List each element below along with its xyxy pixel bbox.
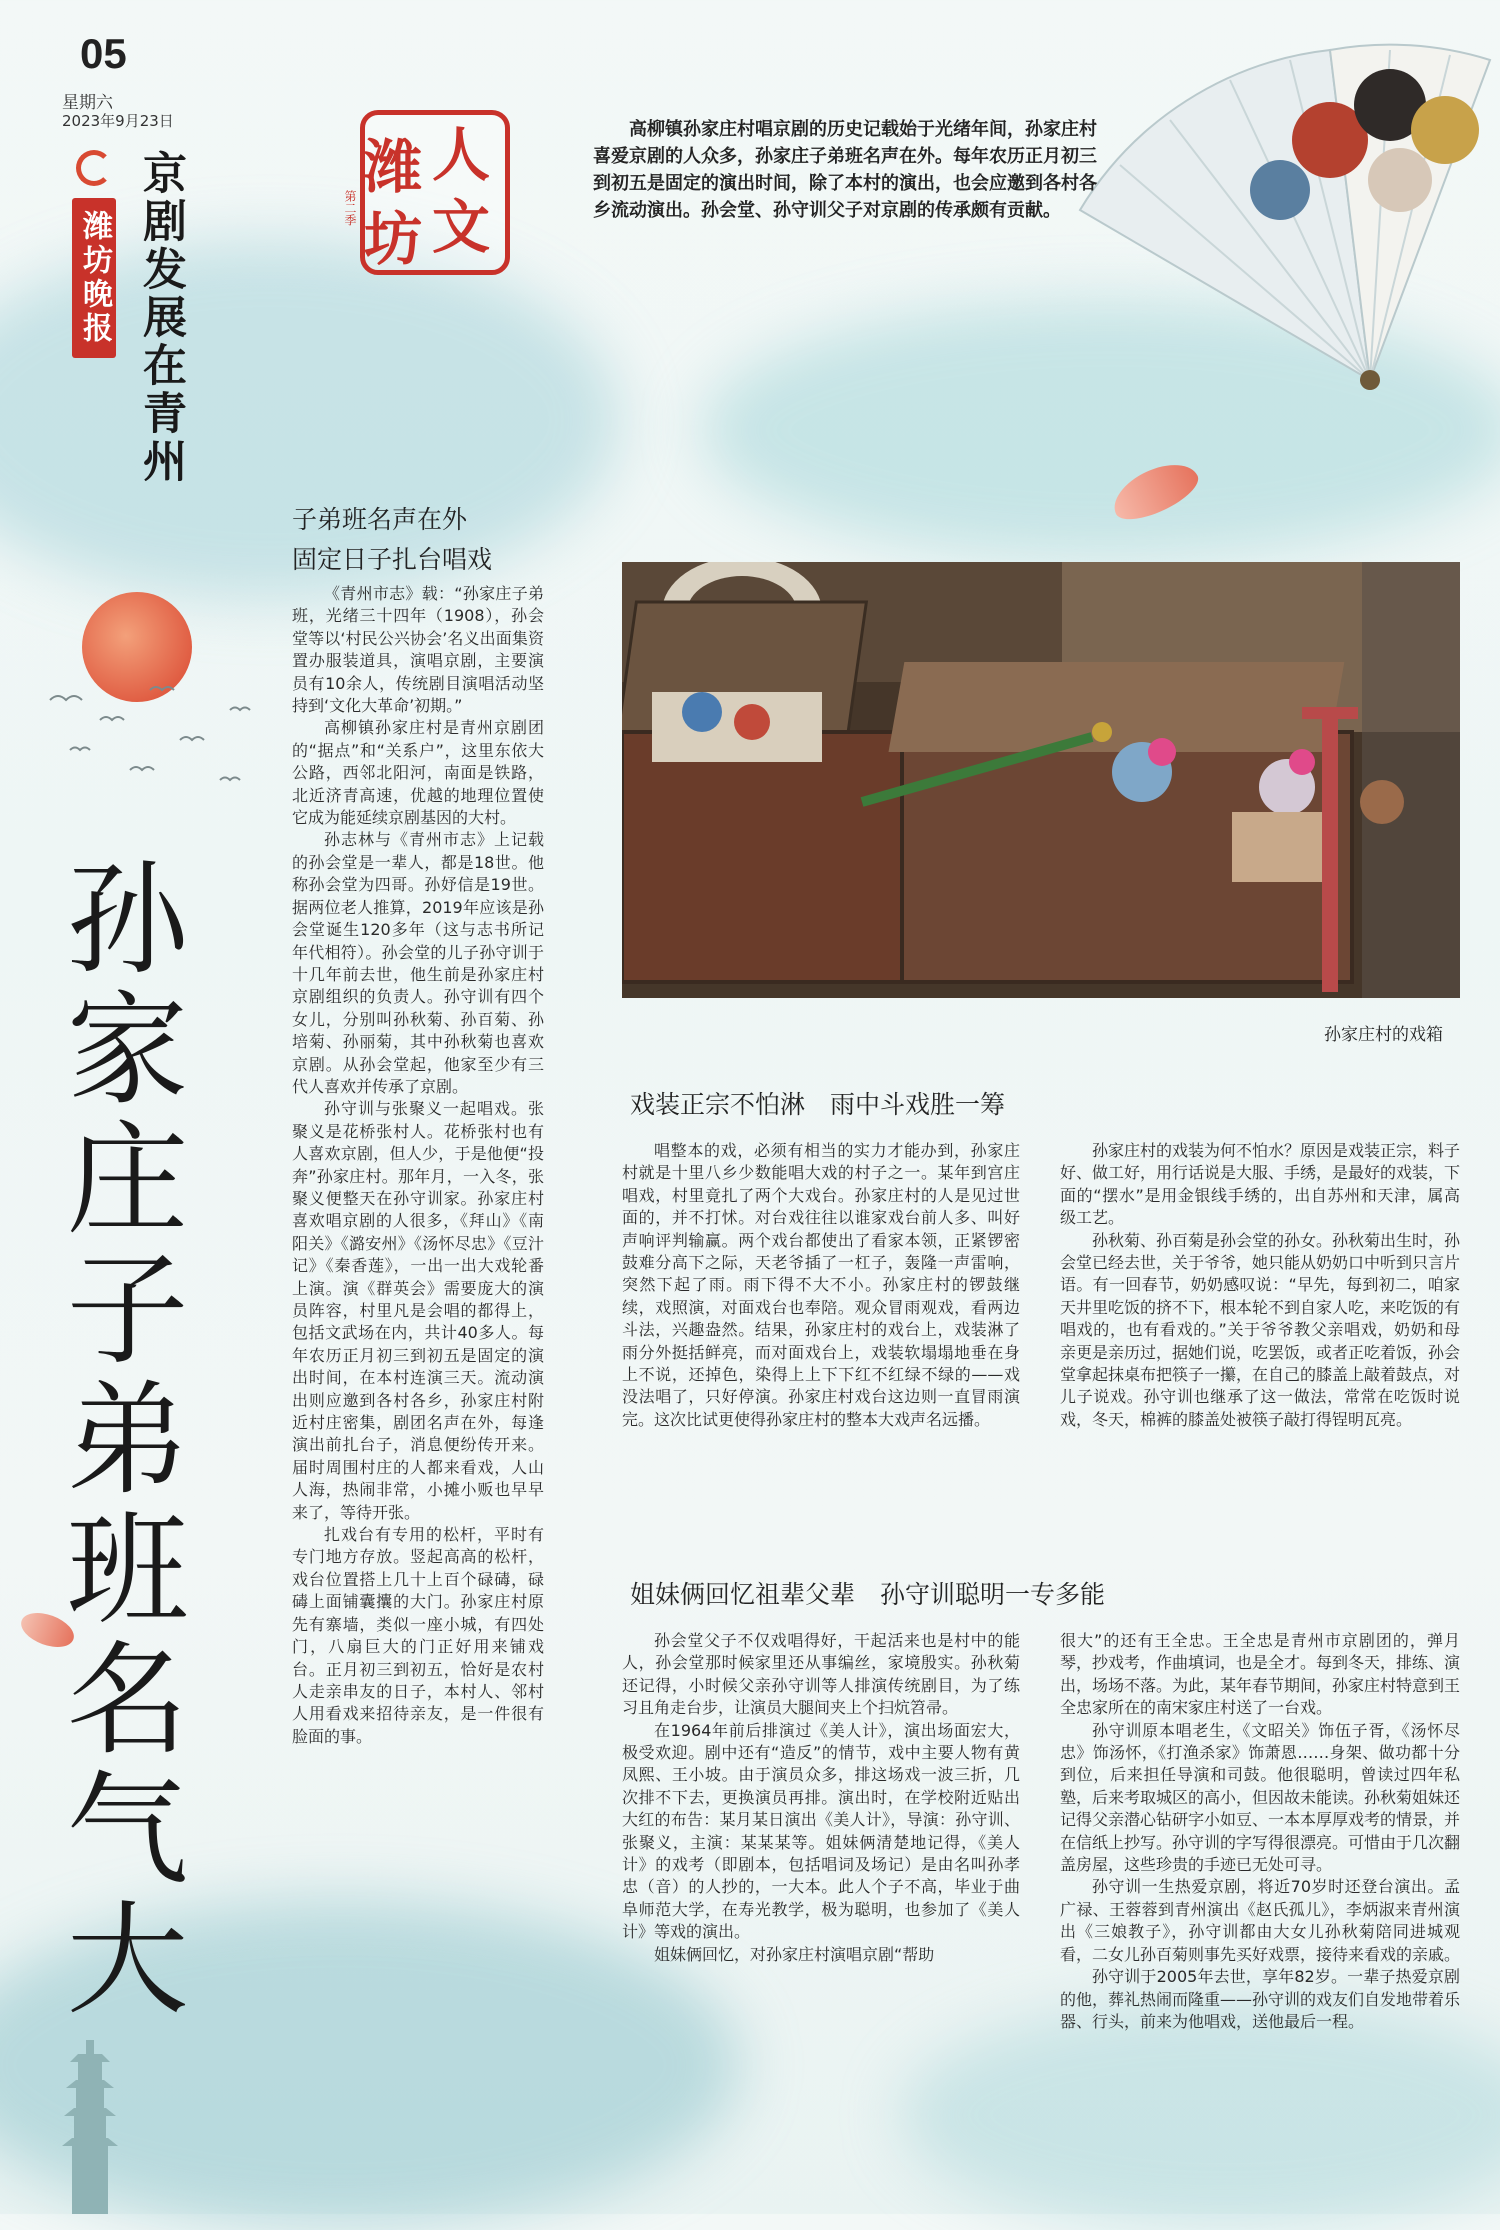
section1-body [292,583,544,2078]
paragraph: 孙守训于2005年去世，享年82岁。一辈子热爱京剧的他，葬礼热闹而隆重——孙守训的戏友们自发地带着乐器、行头，前来为他唱戏，送他最后一程。 [1060,1967,1460,2031]
seal-season: 第二季 [343,190,357,226]
seal-char-1: 潍 [364,133,423,201]
paper-logo-icon [76,150,112,186]
section3-column-2 [1060,1630,1460,2190]
section3-column-1 [622,1630,1020,2100]
column-seal [340,100,530,275]
seal-char-2: 人 [432,121,491,189]
paragraph: 唱整本的戏，必须有相当的实力才能办到，孙家庄村就是十里八乡少数能唱大戏的村子之一。某年到宫庄唱戏，村里竟扎了两个大戏台。孙家庄村的人是见过世面的，并不打怵。对台戏往往以谁家戏台前人多、叫好声响评判输赢。两个戏台都使出了看家本领，正紧锣密鼓难分高下之际，天老爷插了一杠子，轰隆一声雷响，突然下起了雨。雨下得不大不小。孙家庄村的锣鼓继续，戏照演，对面戏台也奉陪。观众冒雨观戏，看两边斗法，兴趣盎然。结果，孙家庄村的戏台上，戏装淋了雨分外挺括鲜亮，而对面戏台上，戏装软塌塌地垂在身上不说，还掉色，染得上上下下红不红绿不绿的——戏没法唱了，只好停演。孙家庄村戏台这边则一直冒雨演完。这次比试更使得孙家庄村的整本大戏声名远播。 [622,1141,1020,1429]
main-headline: 孙家庄子弟班名气大 [46,855,188,2025]
paragraph: 孙志林与《青州市志》上记载的孙会堂是一辈人，都是18世。他称孙会堂为四哥。孙妤信是19世。据两位老人推算，2019年应该是孙会堂诞生120多年（这与志书所记年代相符）。孙会堂的儿子孙守训于十几年前去世，他生前是孙家庄村京剧组织的负责人。孙守训有四个女儿，分别叫孙秋菊、孙百菊、孙培菊、孙丽菊，其中孙秋菊也喜欢京剧。从孙会堂起，他家至少有三代人喜欢并传承了京剧。 [292,830,544,1096]
paragraph: 高柳镇孙家庄村是青州京剧团的“据点”和“关系户”，这里东依大公路，西邻北阳河，南面是铁路，北近济青高速，优越的地理位置使它成为能延续京剧基因的大村。 [292,718,544,828]
seal-char-4: 文 [432,193,491,261]
paragraph: 很大”的还有王全忠。王全忠是青州市京剧团的，弹月琴，抄戏考，作曲填词，也是全才。每到冬天，排练、演出，场场不落。为此，某年春节期间，孙家庄村特意到王全忠家所在的南宋家庄村送了一台戏。 [1060,1631,1460,1718]
costume-trunk-photo [622,562,1460,998]
section1-title-line2: 固定日子扎台唱戏 [292,545,493,574]
paragraph: 姐妹俩回忆，对孙家庄村演唱京剧“帮助 [654,1944,935,1964]
paragraph: 《青州市志》载：“孙家庄子弟班，光绪三十四年（1908），孙会堂等以‘村民公兴协会’名义出面集资置办服装道具，演唱京剧，主要演员有10余人，传统剧目演唱活动坚持到‘文化大革命’初期。” [292,584,544,716]
paragraph: 孙家庄村的戏装为何不怕水？原因是戏装正宗，料子好、做工好，用行话说是大服、手绣，是最好的戏装，下面的“摆水”是用金银线手绣的，出自苏州和天津，属高级工艺。 [1060,1141,1460,1228]
paragraph: 扎戏台有专用的松杆，平时有专门地方存放。竖起高高的松杆，戏台位置搭上几十上百个碌碡，碌碡上面铺囊攮的大门。孙家庄村原先有寨墙，类似一座小城，有四处门，八扇巨大的门正好用来铺戏台。正月初三到初五，恰好是农村人走亲串友的日子，本村人、邻村人用看戏来招待亲友，是一件很有脸面的事。 [292,1525,544,1746]
paper-logo [72,150,116,360]
flying-birds-icon [30,660,290,830]
paper-name: 潍坊晚报 [72,198,116,358]
weekday: 星期六 [62,93,113,113]
pagoda-icon [60,2040,120,2214]
paragraph: 孙会堂父子不仅戏唱得好，干起活来也是村中的能人，孙会堂那时候家里还从事编丝，家境殷实。孙秋菊还记得，小时候父亲孙守训等人排演传统剧目，为了练习且角走台步，让演员大腿间夹上个扫炕笤帚。 [622,1631,1020,1718]
section-kicker: 京剧发展在青州 [135,150,186,486]
section2-column-2 [1060,1140,1460,1535]
section2-column-1 [622,1140,1020,1535]
paragraph: 在1964年前后排演过《美人计》，演出场面宏大，极受欢迎。剧中还有“造反”的情节，戏中主要人物有黄凤熙、王小坡。由于演员众多，排这场戏一波三折，几次排不下去，更换演员再排。演出时，在学校附近贴出大红的布告：某月某日演出《美人计》，导演：孙守训、张聚义，主演：某某某等。姐妹俩清楚地记得，《美人计》的戏考（即剧本，包括唱词及场记）是由名叫孙孝忠（音）的人抄的，一大本。此人个子不高，毕业于曲阜师范大学，在寿光教学，极为聪明，也参加了《美人计》等戏的演出。 [622,1720,1020,1942]
paragraph: 孙守训一生热爱京剧，将近70岁时还登台演出。孟广禄、王蓉蓉到青州演出《赵氏孤儿》，李炳淑来青州演出《三娘教子》，孙守训都由大女儿孙秋菊陪同进城观看，二女儿孙百菊则事先买好戏票，接待来看戏的亲戚。 [1060,1877,1460,1964]
paragraph: 孙守训原本唱老生，《文昭关》饰伍子胥，《汤怀尽忠》饰汤怀，《打渔杀家》饰萧恩……身架、做功都十分到位，后来担任导演和司鼓。他很聪明，曾读过四年私塾，后来考取城区的高小，但因故未能读。孙秋菊姐妹还记得父亲潜心钻研字小如豆、一本本厚厚戏考的情景，并在信纸上抄写。孙守训的字写得很漂亮。可惜由于几次翻盖房屋，这些珍贵的手迹已无处可寻。 [1060,1720,1460,1875]
paragraph: 孙守训与张聚义一起唱戏。张聚义是花桥张村人。花桥张村也有人喜欢京剧，但人少，于是他便“投奔”孙家庄村。那年月，一入冬，张聚义便整天在孙守训家。孙家庄村喜欢唱京剧的人很多，《拜山》《南阳关》《潞安州》《汤怀尽忠》《豆汁记》《秦香莲》，一出一出大戏轮番上演。演《群英会》需要庞大的演员阵容，村里凡是会唱的都得上，包括文武场在内，共计40多人。每年农历正月初三到初五是固定的演出时间，在本村连演三天。流动演出则应邀到各村各乡，孙家庄村附近村庄密集，剧团名声在外，每逢演出前扎台子，消息便纷传开来。届时周围村庄的人都来看戏，人山人海，热闹非常，小摊小贩也早早来了，等待开张。 [292,1099,544,1522]
section1-title-line1: 子弟班名声在外 [292,505,468,534]
page-number: 05 [80,30,127,77]
photo-caption: 孙家庄村的戏箱 [1324,1025,1443,1045]
section1-title [292,500,492,580]
opera-fan-illustration [1070,20,1500,410]
seal-char-3: 坊 [364,205,423,273]
section3-title: 姐妹俩回忆祖辈父辈 孙守训聪明一专多能 [630,1580,1106,1609]
issue-date: 2023年9月23日 [62,112,174,130]
section2-title: 戏装正宗不怕淋 雨中斗戏胜一筹 [630,1090,1006,1119]
intro-paragraph: 高柳镇孙家庄村唱京剧的历史记载始于光绪年间，孙家庄村喜爱京剧的人众多，孙家庄子弟班名声在外。每年农历正月初三到初五是固定的演出时间，除了本村的演出，也会应邀到各村各乡流动演出。孙会堂、孙守训父子对京剧的传承颇有贡献。 [593,119,1097,221]
paragraph: 孙秋菊、孙百菊是孙会堂的孙女。孙秋菊出生时，孙会堂已经去世，关于爷爷，她只能从奶奶口中听到只言片语。有一回春节，奶奶感叹说：“早先，每到初二，咱家天井里吃饭的挤不下，根本轮不到自家人吃，来吃饭的有唱戏的，也有看戏的。”关于爷爷教父亲唱戏，奶奶和母亲更是亲历过，据她们说，吃罢饭，或者正吃着饭，孙会堂拿起抹桌布把筷子一攥，在自己的膝盖上敲着鼓点，对儿子说戏。孙守训也继承了这一做法，常常在吃饭时说戏，冬天，棉裤的膝盖处被筷子敲打得锃明瓦亮。 [1060,1230,1460,1429]
